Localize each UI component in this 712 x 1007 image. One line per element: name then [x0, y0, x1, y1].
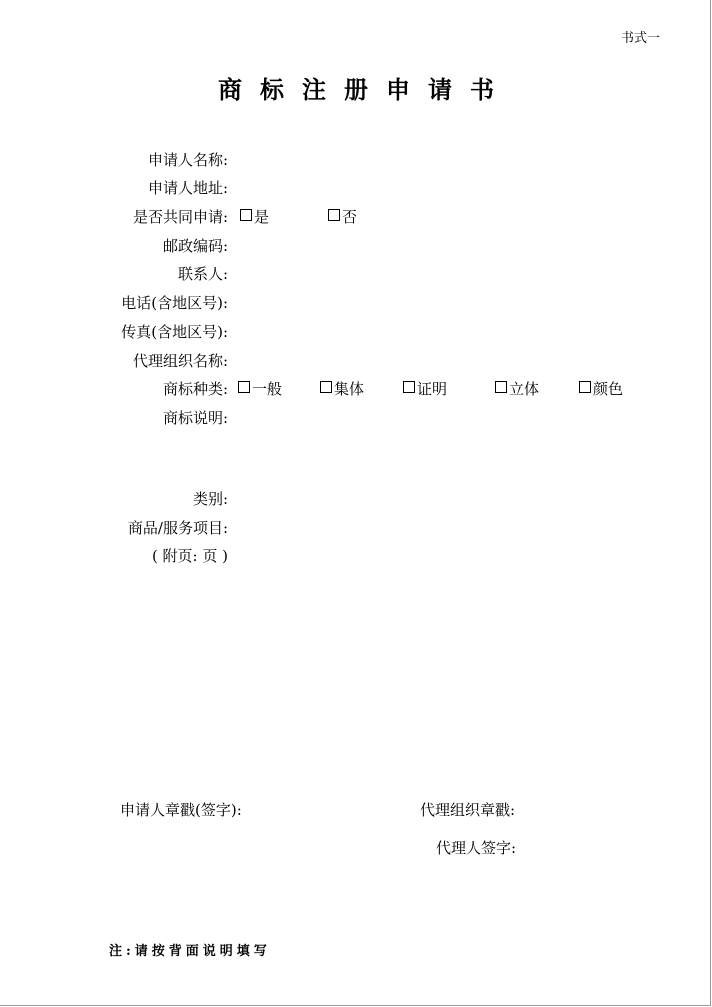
label-applicant-seal: 申请人章戳(签字): — [120, 801, 242, 819]
label-attached-pages: ( 附页: 页 ) — [151, 547, 228, 565]
label-joint-application: 是否共同申请: — [132, 208, 228, 226]
footer-note: 注:请按背面说明填写 — [109, 944, 271, 959]
checkbox-square-icon — [240, 209, 252, 221]
label-goods-services: 商品/服务项目: — [127, 519, 228, 537]
form-code: 书式一 — [620, 31, 660, 46]
label-applicant-name: 申请人名称: — [147, 151, 228, 169]
label-agency-seal: 代理组织章戳: — [420, 801, 516, 819]
checkbox-mark-color[interactable]: 颜色 — [579, 379, 623, 399]
checkbox-joint-yes[interactable]: 是 — [240, 207, 269, 227]
label-mark-type: 商标种类: — [162, 380, 228, 398]
label-agency-name: 代理组织名称: — [132, 352, 228, 370]
checkbox-mark-3d[interactable]: 立体 — [495, 379, 539, 399]
label-contact-person: 联系人: — [177, 265, 228, 283]
label-fax: 传真(含地区号): — [121, 323, 228, 341]
checkbox-square-icon — [403, 381, 415, 393]
label-mark-description: 商标说明: — [162, 409, 228, 427]
checkbox-mark-certification[interactable]: 证明 — [403, 379, 447, 399]
checkbox-square-icon — [320, 381, 332, 393]
checkbox-square-icon — [238, 381, 250, 393]
label-telephone: 电话(含地区号): — [121, 294, 228, 312]
checkbox-mark-general[interactable]: 一般 — [238, 379, 282, 399]
checkbox-square-icon — [579, 381, 591, 393]
label-applicant-address: 申请人地址: — [147, 179, 228, 197]
label-agent-signature: 代理人签字: — [436, 839, 517, 857]
checkbox-square-icon — [328, 209, 340, 221]
label-class: 类别: — [192, 490, 228, 508]
checkbox-joint-no[interactable]: 否 — [328, 207, 357, 227]
checkbox-mark-collective[interactable]: 集体 — [320, 379, 364, 399]
label-postal-code: 邮政编码: — [162, 237, 228, 255]
checkbox-square-icon — [495, 381, 507, 393]
document-title: 商标注册申请书 — [218, 75, 512, 104]
